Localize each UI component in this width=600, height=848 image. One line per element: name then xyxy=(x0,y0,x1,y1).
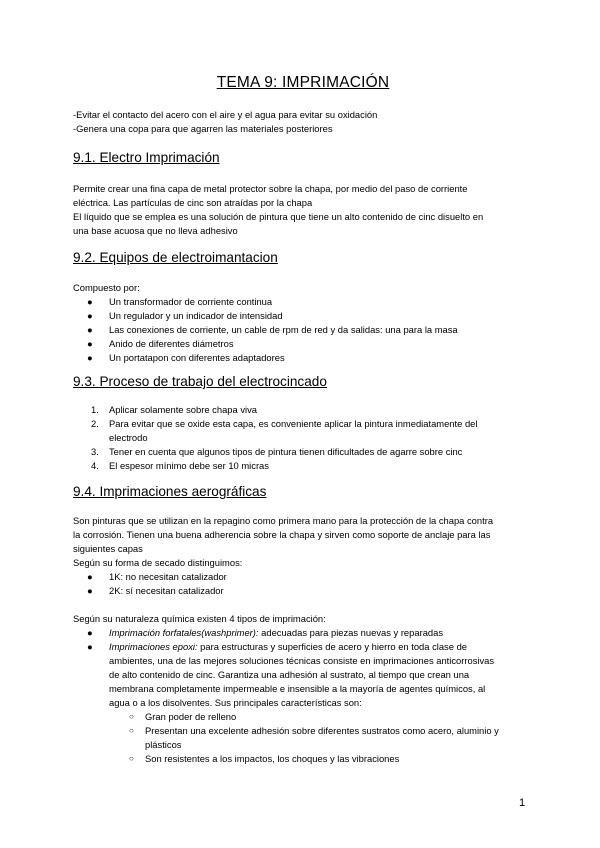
list-item: ● Imprimaciones epoxi: para estructuras y superficies de acero y hierro en toda clase de ambientes, una de las mejores soluciones técnicas consiste en imprimaciones anticorrosivas de alto contenido de cinc. Garantiza una adhesión al sustrato, al tiempo que crean una membrana completamente impermeable e insensible a la mayoría de agentes químicos, al agua o a los disolventes. Sus principales características son: xyxy=(87,641,495,708)
paragraph-line: Son pinturas que se utilizan en la repagino como primera mano para la protección de la chapa contra xyxy=(73,515,494,526)
section-9-4-body xyxy=(73,514,533,766)
list-item: 1. Aplicar solamente sobre chapa viva xyxy=(91,404,257,415)
list-intro: Compuesto por: xyxy=(73,282,140,293)
bullet-icon: ● xyxy=(87,324,93,335)
intro-line: -Genera una copa para que agarren las materiales posteriores xyxy=(73,123,333,134)
paragraph-line: la corrosión. Tienen una buena adherencia sobre la chapa y sirven como soporte de anclaje para las xyxy=(73,529,491,540)
section-heading-9-4: 9.4. Imprimaciones aerográficas xyxy=(73,484,267,499)
list-number: 2. xyxy=(91,418,99,429)
bullet-icon: ● xyxy=(87,296,93,307)
circle-bullet-icon: ○ xyxy=(129,754,134,763)
list-item: ○ Gran poder de relleno xyxy=(129,711,237,722)
list-item: ○ Presentan una excelente adhesión sobre diferentes sustratos como acero, aluminio y plásticos xyxy=(129,725,499,750)
circle-bullet-icon: ○ xyxy=(129,726,134,735)
section-heading-9-3: 9.3. Proceso de trabajo del electrocincado xyxy=(73,374,327,389)
bullet-icon: ● xyxy=(87,352,93,363)
paragraph-line: Permite crear una fina capa de metal protector sobre la chapa, por medio del paso de corriente xyxy=(73,183,468,194)
list-item: ● Un transformador de corriente continua xyxy=(87,296,273,307)
paragraph-line: siguientes capas xyxy=(73,543,143,554)
process-list xyxy=(73,403,533,473)
list-item: ○ Son resistentes a los impactos, los choques y las vibraciones xyxy=(129,753,400,764)
section-heading-9-1: 9.1. Electro Imprimación xyxy=(73,150,220,165)
list-item: ● Anido de diferentes diámetros xyxy=(87,338,234,349)
paragraph-line: Según su naturaleza química existen 4 tipos de imprimación: xyxy=(73,613,326,624)
list-item: ● Las conexiones de corriente, un cable de rpm de red y da salidas: una para la masa xyxy=(87,324,458,335)
bullet-icon: ● xyxy=(87,571,93,582)
paragraph-line: Según su forma de secado distinguimos: xyxy=(73,557,243,568)
section-9-2-body xyxy=(73,281,533,365)
drying-list xyxy=(73,570,533,598)
list-item: ● Un regulador y un indicador de intensidad xyxy=(87,310,283,321)
bullet-icon: ● xyxy=(87,338,93,349)
list-item: ● 2K: sí necesitan catalizador xyxy=(87,585,224,596)
section-heading-9-2: 9.2. Equipos de electroimantacion xyxy=(73,250,278,265)
list-item: ● Imprimación forfatales(washprimer): adecuadas para piezas nuevas y reparadas xyxy=(87,627,444,638)
intro-block xyxy=(73,108,533,136)
paragraph-line: El líquido que se emplea es una solución de pintura que tiene un alto contenido de cinc disuelto en xyxy=(73,211,484,222)
list-number: 1. xyxy=(91,404,99,415)
circle-bullet-icon: ○ xyxy=(129,712,134,721)
intro-line: -Evitar el contacto del acero con el aire y el agua para evitar su oxidación xyxy=(73,109,378,120)
page-number: 1 xyxy=(519,797,526,809)
list-item: ● Un portatapon con diferentes adaptadores xyxy=(87,352,285,363)
list-item: 2. Para evitar que se oxide esta capa, es conveniente aplicar la pintura inmediatamente del electrodo xyxy=(91,418,478,443)
primer-types-list xyxy=(73,626,533,710)
equipment-list xyxy=(73,295,533,365)
list-number: 4. xyxy=(91,460,99,471)
list-item: ● 1K: no necesitan catalizador xyxy=(87,571,227,582)
paragraph-line: una base acuosa que no lleva adhesivo xyxy=(73,225,238,236)
section-9-1-body xyxy=(73,182,533,238)
section-9-3-body xyxy=(73,403,533,473)
list-item: 4. El espesor mínimo debe ser 10 micras xyxy=(91,460,269,471)
list-number: 3. xyxy=(91,446,99,457)
bullet-icon: ● xyxy=(87,310,93,321)
bullet-icon: ● xyxy=(87,641,93,652)
paragraph-line: eléctrica. Las partículas de cinc son atraídas por la chapa xyxy=(73,197,313,208)
bullet-icon: ● xyxy=(87,627,93,638)
bullet-icon: ● xyxy=(87,585,93,596)
page-title: TEMA 9: IMPRIMACIÓN xyxy=(216,74,390,91)
features-list xyxy=(73,710,533,766)
list-item: 3. Tener en cuenta que algunos tipos de pintura tienen dificultades de agarre sobre cinc xyxy=(91,446,463,457)
